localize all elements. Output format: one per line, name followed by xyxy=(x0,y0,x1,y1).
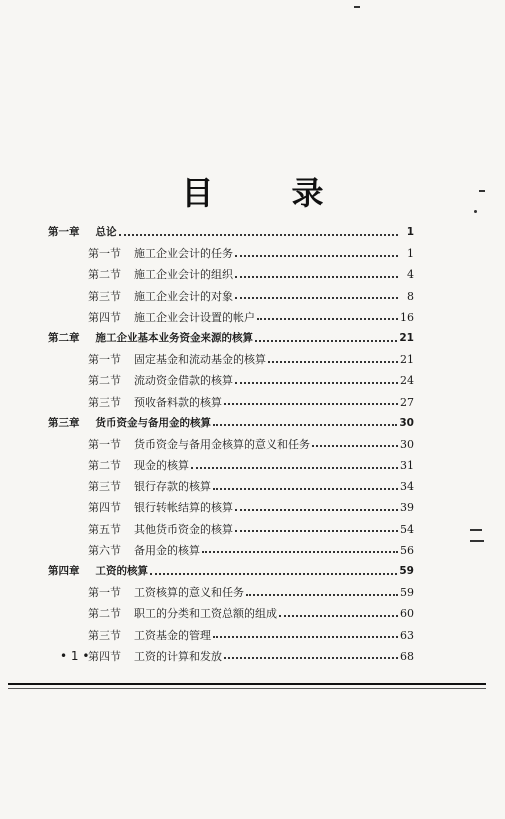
dot-leader xyxy=(246,594,398,596)
toc-page-number: 59 xyxy=(400,586,414,600)
toc-title: 工资基金的管理 xyxy=(134,628,211,642)
toc-title: 现金的核算 xyxy=(134,459,189,473)
toc-page-number: 21 xyxy=(399,331,414,344)
toc-title: 预收备料款的核算 xyxy=(134,395,222,409)
toc-number: 第二节 xyxy=(88,459,121,473)
toc-page-number: 21 xyxy=(400,353,414,367)
dot-leader xyxy=(235,297,398,299)
dot-leader xyxy=(213,636,398,638)
toc-title: 施工企业会计的对象 xyxy=(134,289,233,303)
toc-page-number: 8 xyxy=(407,289,414,303)
toc-section-row xyxy=(48,349,414,370)
toc-title: 固定基金和流动基金的核算 xyxy=(134,353,266,367)
toc-section-row xyxy=(48,519,414,540)
toc-chapter-row xyxy=(48,328,414,349)
toc-section-row xyxy=(48,455,414,476)
toc-number: 第三节 xyxy=(88,289,121,303)
scan-mark xyxy=(470,529,482,531)
toc-section-row xyxy=(48,392,414,413)
toc-number: 第二章 xyxy=(48,331,80,344)
dot-leader xyxy=(235,509,398,511)
toc-number: 第二节 xyxy=(88,607,121,621)
toc-page-number: 34 xyxy=(400,480,414,494)
dot-leader xyxy=(279,615,398,617)
toc-section-row xyxy=(48,370,414,391)
toc-title: 工资核算的意义和任务 xyxy=(134,586,244,600)
toc-number: 第一节 xyxy=(88,586,121,600)
toc-section-row xyxy=(48,476,414,497)
dot-leader xyxy=(235,530,398,532)
toc-page-number: 1 xyxy=(406,226,414,238)
table-of-contents xyxy=(48,222,414,667)
toc-page-number: 54 xyxy=(400,522,414,536)
toc-section-row xyxy=(48,603,414,624)
toc-section-row xyxy=(48,434,414,455)
toc-chapter-row xyxy=(48,561,414,582)
dot-leader xyxy=(202,551,398,553)
scan-mark xyxy=(474,210,477,213)
toc-page-number: 39 xyxy=(400,501,414,515)
toc-section-row xyxy=(48,286,414,307)
toc-page-number: 16 xyxy=(400,310,414,324)
toc-page-number: 1 xyxy=(407,247,414,261)
dot-leader xyxy=(224,657,398,659)
toc-number: 第三节 xyxy=(88,480,121,494)
scan-mark xyxy=(354,6,360,8)
toc-number: 第一节 xyxy=(88,437,121,451)
toc-number: 第二节 xyxy=(88,268,121,282)
toc-page-number: 24 xyxy=(400,374,414,388)
toc-title: 职工的分类和工资总额的组成 xyxy=(134,607,277,621)
toc-number: 第四节 xyxy=(88,501,121,515)
dot-leader xyxy=(224,403,398,405)
page-number: • 1 • xyxy=(60,649,90,663)
toc-title: 流动资金借款的核算 xyxy=(134,374,233,388)
toc-title: 施工企业基本业务资金来源的核算 xyxy=(95,331,253,344)
dot-leader xyxy=(255,340,397,342)
toc-page-number: 68 xyxy=(400,649,414,663)
dot-leader xyxy=(235,382,398,384)
toc-number: 第一节 xyxy=(88,353,121,367)
dot-leader xyxy=(268,361,398,363)
toc-title: 总论 xyxy=(95,226,117,238)
toc-chapter-row xyxy=(48,222,414,243)
toc-section-row xyxy=(48,646,414,667)
toc-number: 第四节 xyxy=(88,310,121,324)
scan-mark xyxy=(470,540,484,542)
toc-page-number: 30 xyxy=(399,416,414,429)
toc-page-number: 59 xyxy=(399,565,414,577)
title-char-1: 目 xyxy=(181,174,214,212)
toc-number: 第三章 xyxy=(48,416,80,429)
dot-leader xyxy=(312,445,398,447)
toc-title: 施工企业会计的组织 xyxy=(134,268,233,282)
dot-leader xyxy=(213,488,398,490)
toc-page-number: 60 xyxy=(400,607,414,621)
toc-number: 第三节 xyxy=(88,628,121,642)
toc-section-row xyxy=(48,540,414,561)
toc-section-row xyxy=(48,582,414,603)
toc-title: 施工企业会计的任务 xyxy=(134,247,233,261)
toc-number: 第二节 xyxy=(88,374,121,388)
dot-leader xyxy=(235,276,398,278)
toc-number: 第一节 xyxy=(88,247,121,261)
bottom-rule-thin xyxy=(8,688,486,689)
toc-page-number: 27 xyxy=(400,395,414,409)
toc-title: 银行存款的核算 xyxy=(134,480,211,494)
toc-section-row xyxy=(48,243,414,264)
toc-number: 第三节 xyxy=(88,395,121,409)
dot-leader xyxy=(150,573,397,575)
toc-title: 货币资金与备用金核算的意义和任务 xyxy=(134,437,310,451)
toc-page-number: 63 xyxy=(400,628,414,642)
toc-title: 银行转帐结算的核算 xyxy=(134,501,233,515)
toc-page-number: 4 xyxy=(407,268,414,282)
toc-title: 工资的核算 xyxy=(95,565,148,577)
dot-leader xyxy=(213,424,397,426)
dot-leader xyxy=(191,467,398,469)
toc-section-row xyxy=(48,307,414,328)
toc-title: 施工企业会计设置的帐户 xyxy=(134,310,255,324)
toc-chapter-row xyxy=(48,413,414,434)
toc-section-row xyxy=(48,497,414,518)
page-title xyxy=(0,168,505,214)
toc-number: 第四节 xyxy=(88,649,121,663)
toc-title: 工资的计算和发放 xyxy=(134,649,222,663)
toc-number: 第五节 xyxy=(88,522,121,536)
bottom-rule xyxy=(8,683,486,685)
toc-title: 货币资金与备用金的核算 xyxy=(95,416,211,429)
toc-page-number: 30 xyxy=(400,437,414,451)
dot-leader xyxy=(235,255,398,257)
toc-page-number: 56 xyxy=(400,543,414,557)
toc-number: 第四章 xyxy=(48,565,80,577)
dot-leader xyxy=(119,234,399,236)
toc-number: 第一章 xyxy=(48,226,80,238)
toc-section-row xyxy=(48,625,414,646)
dot-leader xyxy=(257,318,398,320)
toc-title: 其他货币资金的核算 xyxy=(134,522,233,536)
toc-page-number: 31 xyxy=(400,459,414,473)
title-char-2: 录 xyxy=(291,174,324,212)
toc-number: 第六节 xyxy=(88,543,121,557)
toc-section-row xyxy=(48,264,414,285)
toc-title: 备用金的核算 xyxy=(134,543,200,557)
scan-mark xyxy=(479,190,485,192)
